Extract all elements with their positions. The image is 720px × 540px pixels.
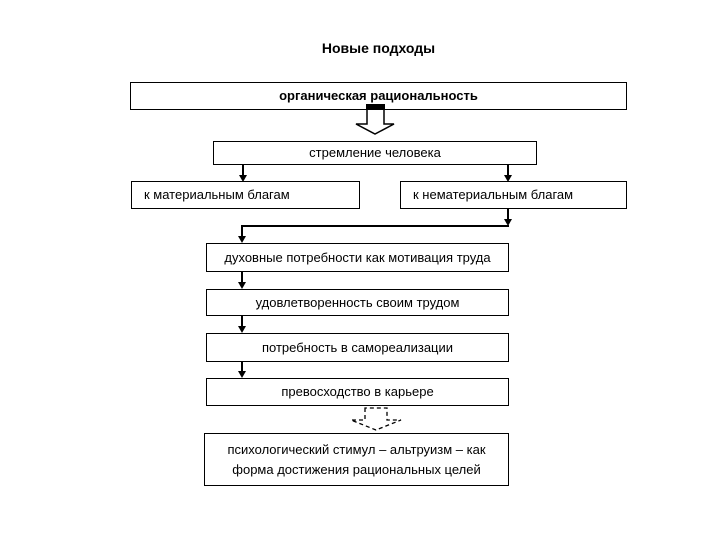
node-career-superiority: превосходство в карьере: [206, 378, 509, 406]
node-human-aspiration: стремление человека: [213, 141, 537, 165]
arrow-down-icon: [238, 272, 246, 289]
dashed-block-arrow-down-icon: [351, 408, 401, 430]
node-organic-rationality: органическая рациональность: [130, 82, 627, 110]
arrow-down-icon: [504, 165, 512, 182]
elbow-connector: [238, 226, 509, 243]
node-self-realization: потребность в самореализации: [206, 333, 509, 362]
arrow-down-icon: [239, 165, 247, 182]
page-title: Новые подходы: [321, 40, 436, 56]
node-nonmaterial-goods: к нематериальным благам: [400, 181, 627, 209]
node-psychological-stimulus: психологический стимул – альтруизм – как форма достижения рациональных целей: [204, 433, 509, 486]
node-material-goods: к материальным благам: [131, 181, 360, 209]
node-spiritual-needs: духовные потребности как мотивация труда: [206, 243, 509, 272]
arrow-down-icon: [238, 362, 246, 378]
arrow-down-icon: [504, 209, 512, 226]
arrow-down-icon: [238, 316, 246, 333]
node-work-satisfaction: удовлетворенность своим трудом: [206, 289, 509, 316]
